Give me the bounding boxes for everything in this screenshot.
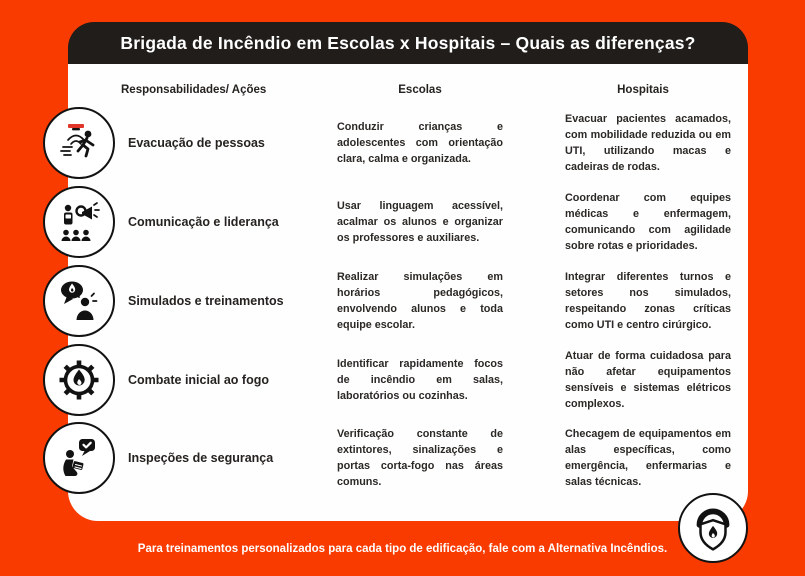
hospital-cell-text: Checagem de equipamentos em alas específicas, como emergência, enfermarias e salas técnicas.	[565, 427, 731, 489]
school-cell-text: Conduzir crianças e adolescentes com orientação clara, calma e organizada.	[337, 120, 503, 166]
safety-inspection-icon	[55, 434, 103, 482]
row-icon-circle	[43, 344, 115, 416]
title-bar	[68, 22, 748, 64]
row-label: Evacuação de pessoas	[128, 136, 265, 150]
hospital-cell-text: Integrar diferentes turnos e setores nos simulados, respeitando zonas críticas como UTI e centro cirúrgico.	[565, 270, 731, 332]
footer-note: Para treinamentos personalizados para cada tipo de edificação, fale com a Alternativa Incêndios.	[137, 543, 668, 555]
table-row	[68, 262, 748, 340]
communication-leadership-icon	[55, 198, 103, 246]
row-icon-circle	[43, 265, 115, 337]
school-cell-text: Verificação constante de extintores, sinalizações e portas corta-fogo nas áreas comuns.	[337, 427, 503, 489]
row-icon-circle	[43, 422, 115, 494]
hospital-cell-text: Atuar de forma cuidadosa para não afetar equipamentos sensíveis e sistemas elétricos complexos.	[565, 349, 731, 411]
school-cell-text: Usar linguagem acessível, acalmar os alunos e organizar os professores e auxiliares.	[337, 199, 503, 245]
drill-training-icon	[55, 277, 103, 325]
table-row	[68, 341, 748, 419]
hospital-cell-text: Coordenar com equipes médicas e enfermagem, comunicando com agilidade sobre rotas e prioridades.	[565, 191, 731, 253]
table-row	[68, 419, 748, 497]
table-row	[68, 104, 748, 182]
school-cell-text: Identificar rapidamente focos de incêndio em salas, laboratórios ou cozinhas.	[337, 357, 503, 403]
fire-alarm-evacuation-icon	[55, 119, 103, 167]
page-title: Brigada de Incêndio em Escolas x Hospitais – Quais as diferenças?	[120, 32, 696, 53]
table-row	[68, 183, 748, 261]
brand-logo	[678, 493, 748, 563]
row-icon-circle	[43, 186, 115, 258]
row-label: Comunicação e liderança	[128, 215, 279, 229]
row-label: Simulados e treinamentos	[128, 294, 284, 308]
column-header-hospitals: Hospitais	[617, 84, 669, 96]
row-icon-circle	[43, 107, 115, 179]
comparison-table	[68, 64, 748, 521]
column-header-schools: Escolas	[398, 84, 442, 96]
row-label: Inspeções de segurança	[128, 451, 274, 465]
fire-gear-icon	[55, 356, 103, 404]
flame-shield-logo-icon	[688, 503, 738, 553]
hospital-cell-text: Evacuar pacientes acamados, com mobilidade reduzida ou em UTI, utilizando macas e cadeiras de rodas.	[565, 112, 731, 174]
school-cell-text: Realizar simulações em horários pedagógicos, envolvendo alunos e toda equipe escolar.	[337, 270, 503, 332]
column-header-responsibilities: Responsabilidades/ Ações	[121, 84, 267, 96]
row-label: Combate inicial ao fogo	[128, 373, 269, 387]
